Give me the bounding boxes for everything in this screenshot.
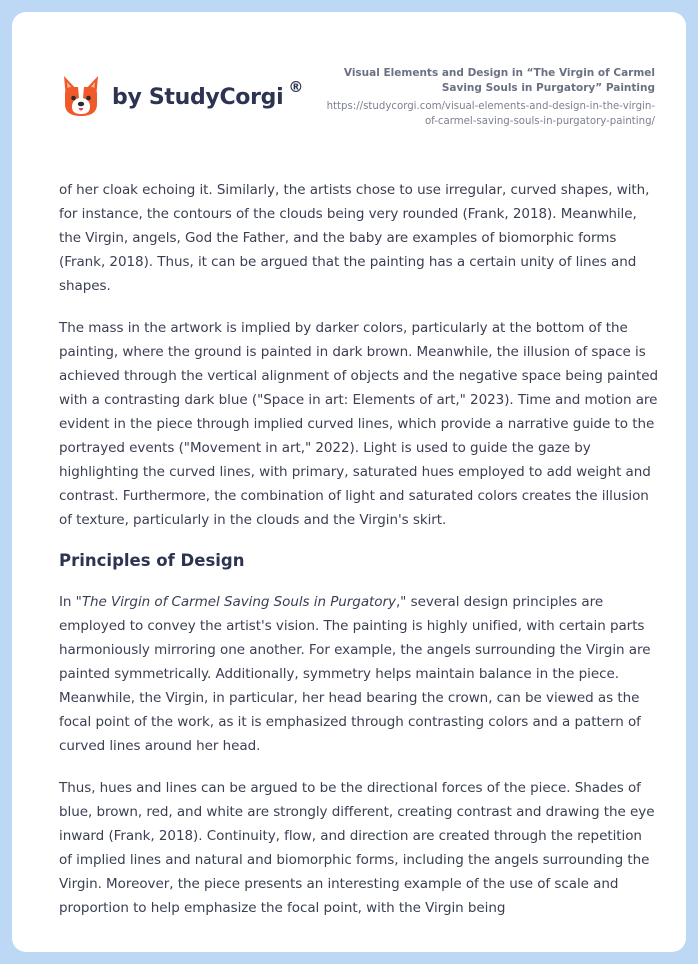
source-url[interactable]: https://studycorgi.com/visual-elements-and-design-in-the-virgin-of-carmel-saving-souls-in-purgatory-painting/ [326, 101, 655, 127]
document-page [12, 12, 686, 952]
page-header [12, 12, 686, 162]
paragraph [59, 590, 659, 758]
corgi-head-icon [60, 74, 102, 120]
artwork-title: The Virgin of Carmel Saving Souls in Purgatory [81, 594, 396, 610]
section-heading: Principles of Design [59, 551, 245, 570]
studycorgi-logo[interactable] [60, 74, 303, 120]
source-citation [315, 66, 655, 129]
paragraph-text: ," several design principles are employed to convey the artist's vision. The painting is highly unified, with certain parts harmoniously mirroring one another. For example, the angels surrounding the Virgin are painted symmetrically. Additionally, symmetry helps maintain balance in the piece. Meanwhile, the Virgin, in particular, her head bearing the crown, can be viewed as the focal point of the work, as it is emphasized through contrasting colors and a pattern of curved lines around her head. [59, 594, 651, 754]
brand-name: by StudyCorgi [112, 84, 284, 110]
article-body [59, 178, 659, 938]
source-title: Visual Elements and Design in “The Virgin of Carmel Saving Souls in Purgatory” Painting [343, 67, 655, 94]
paragraph: Thus, hues and lines can be argued to be the directional forces of the piece. Shades of blue, brown, red, and white are strongly different, creating contrast and drawing the eye inward (Frank, 2018). Continuity, flow, and direction are created through the repetition of implied lines and natural and biomorphic forms, including the angels surrounding the Virgin. Moreover, the piece presents an interesting example of the use of scale and proportion to help emphasize the focal point, with the Virgin being [59, 780, 655, 916]
paragraph: The mass in the artwork is implied by darker colors, particularly at the bottom of the painting, where the ground is painted in dark brown. Meanwhile, the illusion of space is achieved through the vertical alignment of objects and the negative space being painted with a contrasting dark blue ("Space in art: Elements of art," 2023). Time and motion are evident in the piece through implied curved lines, which provide a narrative guide to the portrayed events ("Movement in art," 2022). Light is used to guide the gaze by highlighting the curved lines, with primary, saturated hues employed to add weight and contrast. Furthermore, the combination of light and saturated colors creates the illusion of texture, particularly in the clouds and the Virgin's skirt. [59, 320, 658, 528]
paragraph: of her cloak echoing it. Similarly, the artists chose to use irregular, curved shapes, with, for instance, the contours of the clouds being very rounded (Frank, 2018). Meanwhile, the Virgin, angels, God the Father, and the baby are examples of biomorphic forms (Frank, 2018). Thus, it can be argued that the painting has a certain unity of lines and shapes. [59, 182, 650, 294]
registered-mark: ® [288, 78, 304, 96]
paragraph-text: In " [59, 594, 82, 610]
